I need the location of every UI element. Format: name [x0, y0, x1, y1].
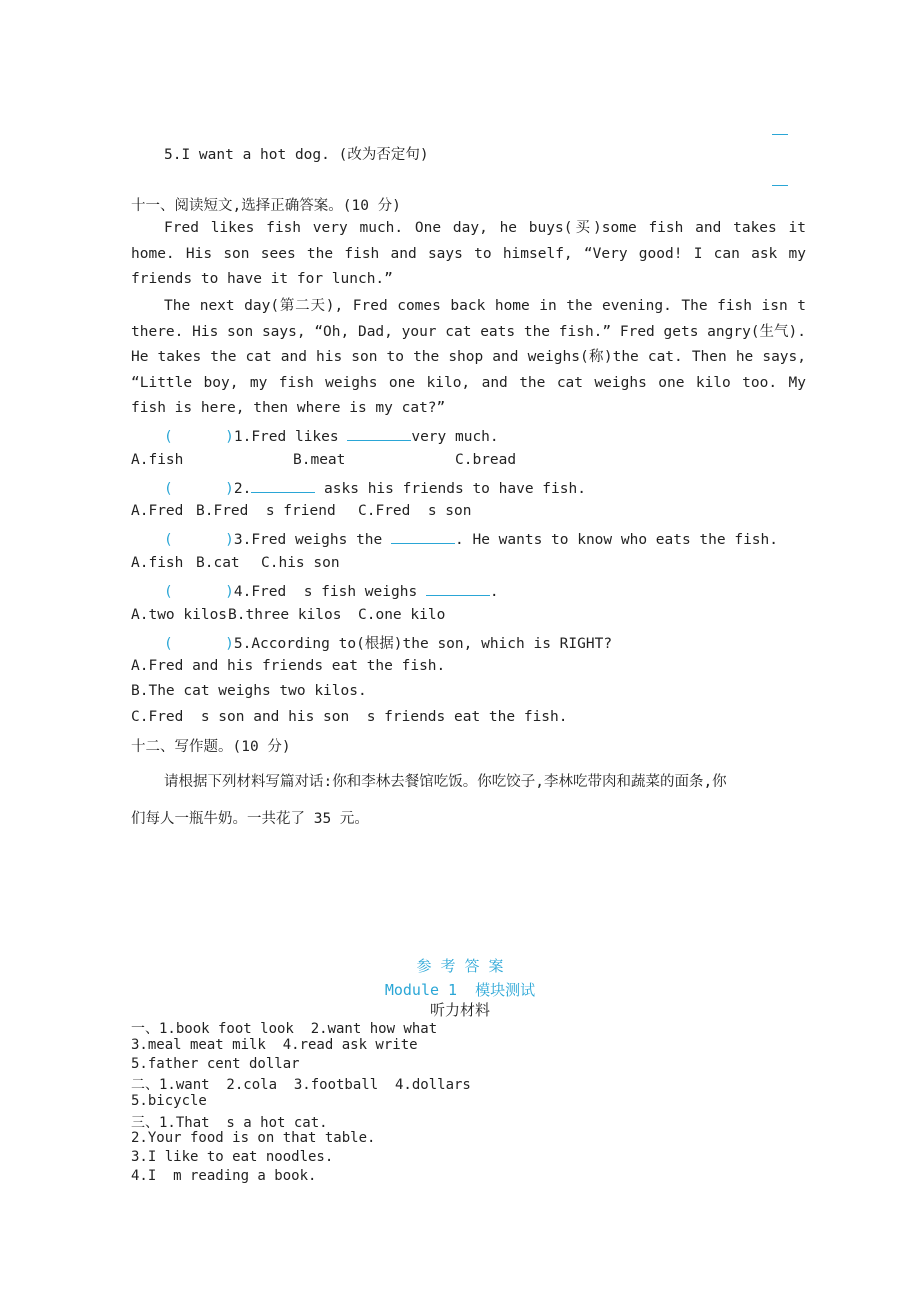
section-heading-12: 十二、写作题。(10 分) — [131, 739, 291, 755]
writing-prompt-line: 们每人一瓶牛奶。一共花了 35 元。 — [131, 811, 369, 827]
option: C.his son — [261, 555, 340, 571]
answer-line-text: 5.father cent dollar — [131, 1056, 300, 1072]
answer-bracket[interactable]: ( ) — [164, 584, 234, 600]
option: B.meat — [293, 452, 346, 468]
question-text: very much. — [411, 429, 499, 445]
question-number: 1. — [233, 429, 252, 445]
fill-blank[interactable] — [426, 581, 490, 596]
fill-blank[interactable] — [391, 529, 455, 544]
answer-bracket[interactable]: ( ) — [164, 636, 234, 652]
fill-blank[interactable] — [251, 478, 315, 493]
answer-line-text: 5.bicycle — [131, 1093, 207, 1109]
question-number: 5. — [233, 636, 252, 652]
answer-line-text: 3.meal meat milk 4.read ask write — [131, 1037, 418, 1053]
answer-line-text: 一、1.book foot look 2.want how what — [131, 1021, 438, 1037]
question-5 — [164, 143, 429, 164]
answer-line-text: 4.I m reading a book. — [131, 1168, 317, 1184]
question-text: . — [489, 584, 499, 600]
passage-paragraph-1: Fred likes fish very much. One day, he buys(买)some fish and takes it home. His son sees the fish and says to himself, “Very good! I can ask my friends to have it for lunch.” — [131, 220, 806, 288]
question-row — [164, 426, 499, 445]
option: A.Fred — [131, 503, 184, 519]
question-text: Fred s fish weighs — [251, 584, 426, 600]
answer-key-title: 参 考 答 案 — [416, 957, 504, 975]
option: B.three kilos — [228, 607, 342, 623]
section-heading-11: 十一、阅读短文,选择正确答案。(10 分) — [131, 198, 401, 214]
answer-line-text: 3.I like to eat noodles. — [131, 1149, 334, 1165]
option: A.two kilos — [131, 607, 228, 623]
option: A.fish — [131, 555, 184, 571]
question-text: Fred weighs the — [251, 532, 391, 548]
answer-bracket[interactable]: ( ) — [164, 429, 234, 445]
answer-line[interactable] — [772, 185, 788, 186]
answer-line-text: 2.Your food is on that table. — [131, 1130, 376, 1146]
answer-line-text: 二、1.want 2.cola 3.football 4.dollars — [131, 1077, 471, 1093]
option: A.fish — [131, 452, 184, 468]
answer-bracket[interactable]: ( ) — [164, 481, 234, 497]
question-number: 2. — [233, 481, 252, 497]
question-row — [164, 478, 586, 497]
question-text: asks his friends to have fish. — [315, 481, 586, 497]
question-number: 4. — [233, 584, 252, 600]
answer-bracket[interactable]: ( ) — [164, 532, 234, 548]
writing-prompt-line: 请根据下列材料写篇对话:你和李林去餐馆吃饭。你吃饺子,李林吃带肉和蔬菜的面条,你 — [164, 774, 727, 790]
answer-key-module: Module 1 模块测试 — [384, 981, 536, 999]
option: C.bread — [455, 452, 517, 468]
question-text: . He wants to know who eats the fish. — [455, 532, 779, 548]
option: A.Fred and his friends eat the fish. — [131, 658, 446, 674]
question-text: According to(根据)the son, which is RIGHT? — [251, 636, 613, 652]
fill-blank[interactable] — [347, 426, 411, 441]
question-text: Fred likes — [251, 429, 348, 445]
question-row — [164, 581, 499, 600]
option: B.cat — [196, 555, 240, 571]
question-number: 3. — [233, 532, 252, 548]
question-number: 5. — [164, 147, 182, 163]
option: B.The cat weighs two kilos. — [131, 683, 367, 699]
option: C.one kilo — [358, 607, 446, 623]
question-text: I want a hot dog. (改为否定句) — [181, 147, 429, 163]
question-row — [164, 632, 612, 653]
listening-heading: 听力材料 — [429, 1001, 490, 1019]
question-row — [164, 529, 778, 548]
option: C.Fred s son — [358, 503, 472, 519]
passage-paragraph-2: The next day(第二天), Fred comes back home in the evening. The fish isn t there. His son says, “Oh, Dad, your cat eats the fish.” Fred gets angry(生气). He takes the cat and his son to the shop and weighs(称)the cat. Then he says, “Little boy, my fish weighs one kilo, and the cat weighs one kilo too. My fish is here, then where is my cat?” — [131, 298, 807, 417]
answer-line-text: 三、1.That s a hot cat. — [131, 1115, 328, 1131]
option: C.Fred s son and his son s friends eat the fish. — [131, 709, 568, 725]
answer-line[interactable] — [772, 134, 788, 135]
option: B.Fred s friend — [196, 503, 336, 519]
